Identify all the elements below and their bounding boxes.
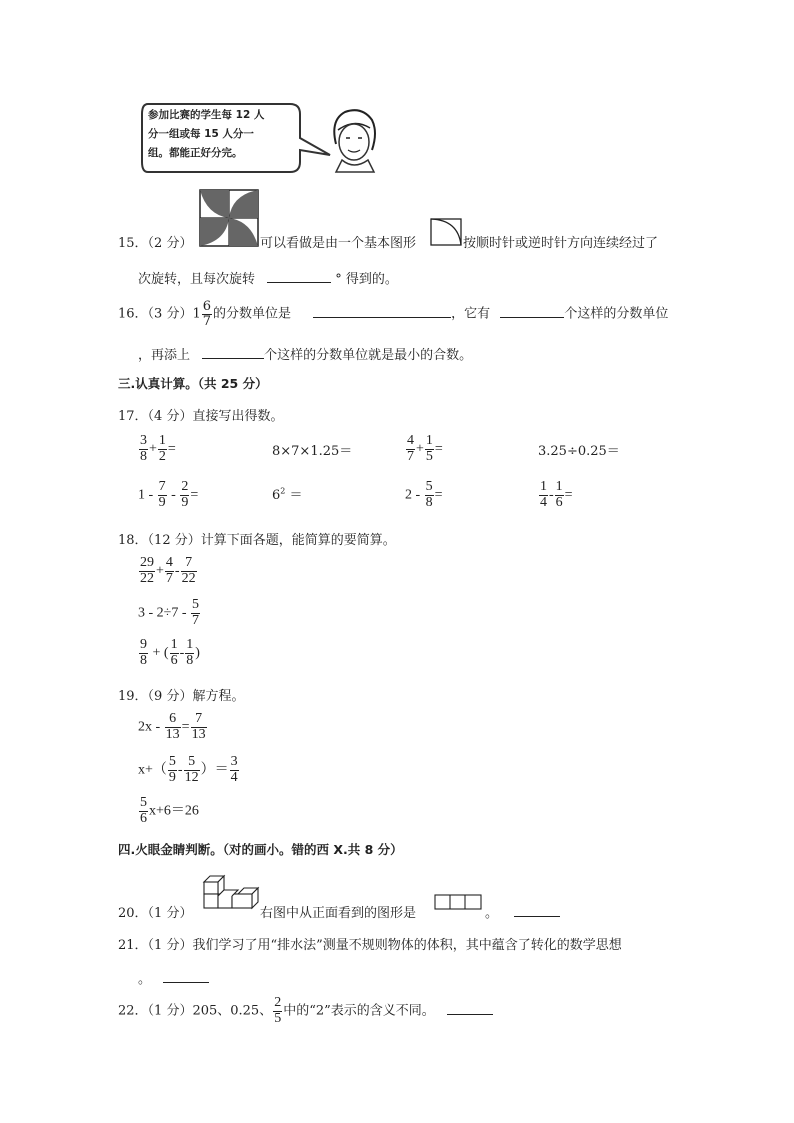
operator: ）＝: [200, 762, 229, 778]
question-16-line1: [118, 300, 668, 328]
q19-equation-1: [138, 712, 208, 742]
prefix: 2 -: [405, 487, 424, 503]
question-15-line2: [138, 268, 398, 287]
frac-numerator: 1: [555, 479, 563, 494]
question-21-line1: 21．（1 分）我们学习了用“排水法”测量不规则物体的体积，其中蕴含了转化的数学思想: [118, 938, 622, 953]
q18-expression-1: [138, 556, 198, 586]
q17-item-r1c1: [138, 434, 176, 464]
q17-item-r1c2: 8×7×1.25＝: [272, 444, 353, 459]
equals: ＝: [285, 488, 303, 503]
bubble-line: 组。都能正好分完。: [148, 147, 243, 159]
equals: =: [167, 441, 176, 457]
q20-period: 。: [485, 906, 499, 921]
frac-denominator: 9: [168, 769, 176, 785]
frac-numerator: 1: [170, 637, 178, 652]
answer-blank[interactable]: [267, 269, 331, 283]
question-18-title: 18．（12 分）计算下面各题，能简算的要简算。: [118, 533, 396, 548]
frac-numerator: 7: [158, 479, 166, 494]
frac-denominator: 6: [555, 494, 563, 510]
frac-denominator: 5: [274, 1010, 282, 1026]
q18-expression-3: [138, 638, 200, 668]
frac-denominator: 7: [407, 448, 414, 464]
frac-denominator: 4: [230, 769, 238, 785]
frac-denominator: 9: [181, 494, 189, 510]
bubble-line: 参加比赛的学生每 12 人: [148, 109, 265, 121]
q16-text: 个这样的分数单位: [564, 306, 669, 322]
frac-denominator: 13: [191, 726, 206, 742]
q16-text: ，再添上: [138, 348, 191, 363]
q16-text: 个这样的分数单位就是最小的合数。: [264, 348, 473, 363]
frac-denominator: 7: [202, 313, 212, 329]
front-view-figure: [434, 893, 482, 915]
mixed-whole: 1: [192, 306, 201, 322]
question-17-title: 17．（4 分）直接写出得数。: [118, 409, 284, 424]
section-4-title: 四.火眼金睛判断。（对的画小。错的西 X.共 8 分）: [118, 842, 403, 857]
equals: =: [434, 441, 443, 457]
frac-denominator: 9: [158, 494, 166, 510]
frac-denominator: 22: [181, 570, 196, 586]
q17-item-r1c4: 3.25÷0.25＝: [538, 444, 620, 459]
frac-numerator: 5: [140, 795, 147, 810]
frac-denominator: 2: [158, 448, 166, 464]
operator: -: [177, 762, 183, 778]
frac-numerator: 5: [192, 597, 200, 612]
frac-numerator: 6: [165, 712, 181, 728]
frac-numerator: 9: [140, 637, 147, 652]
frac-numerator: 5: [184, 755, 200, 771]
question-15-line1: [118, 232, 192, 251]
operator: +: [156, 563, 164, 579]
frac-numerator: 1: [540, 479, 547, 494]
prefix: 1 -: [138, 487, 157, 503]
frac-numerator: 1: [158, 433, 166, 448]
power-exponent: 2: [280, 486, 286, 496]
frac-numerator: 2: [274, 995, 282, 1010]
q17-item-r2c1: [138, 480, 198, 510]
q20-text: 右图中从正面看到的图形是: [260, 906, 417, 921]
frac-numerator: 5: [168, 754, 176, 769]
q15-text-part4: ° 得到的。: [335, 272, 398, 287]
frac-denominator: 13: [165, 726, 180, 742]
frac-denominator: 8: [425, 494, 433, 510]
equals: =: [190, 487, 199, 503]
answer-blank[interactable]: [514, 903, 560, 917]
frac-denominator: 7: [165, 570, 173, 586]
operator: -: [179, 645, 185, 661]
answer-blank[interactable]: [163, 969, 209, 983]
q17-item-r2c2: [272, 484, 303, 503]
bubble-line: 分一组或每 15 人分一: [148, 128, 254, 140]
operator: +: [416, 441, 424, 457]
question-number: 16．（3 分）: [118, 306, 193, 322]
operator: + (: [149, 645, 169, 661]
frac-denominator: 5: [425, 448, 433, 464]
frac-numerator: 3: [140, 433, 147, 448]
q15-text-part: 可以看做是由一个基本图形: [260, 236, 417, 251]
frac-numerator: 6: [202, 299, 212, 314]
operator: -: [549, 487, 554, 503]
answer-blank[interactable]: [500, 304, 564, 318]
suffix: x+6＝26: [149, 803, 199, 819]
frac-numerator: 7: [191, 712, 207, 728]
q19-equation-2: [138, 755, 240, 785]
equals: =: [181, 719, 190, 735]
question-20-number: 20．（1 分）: [118, 906, 193, 921]
operator: -: [167, 487, 180, 503]
prefix: 3 - 2÷7 -: [138, 605, 191, 621]
q21-period: 。: [138, 972, 152, 987]
q22-text: 中的“2”表示的含义不同。: [283, 1003, 435, 1019]
operator: +: [149, 441, 157, 457]
q20-end: [485, 902, 560, 921]
q17-item-r2c4: [538, 480, 573, 510]
cube-stack-figure: [202, 874, 260, 914]
q18-expression-2: [138, 598, 201, 628]
equals: =: [434, 487, 443, 503]
pinwheel-figure: [199, 189, 259, 251]
frac-numerator: 1: [425, 433, 433, 448]
frac-denominator: 7: [192, 612, 200, 628]
q19-equation-3: [138, 796, 199, 826]
answer-blank[interactable]: [202, 345, 264, 359]
question-19-title: 19．（9 分）解方程。: [118, 689, 245, 704]
q17-item-r1c3: [405, 434, 443, 464]
q15-text-part2: 按顺时针或逆时针方向连续经过了: [463, 236, 659, 251]
section-3-title: 三.认真计算。（共 25 分）: [118, 376, 268, 391]
frac-denominator: 12: [184, 769, 199, 785]
frac-numerator: 4: [407, 433, 414, 448]
frac-denominator: 8: [140, 652, 147, 668]
prefix: 2x -: [138, 719, 164, 735]
frac-denominator: 6: [140, 810, 147, 826]
prefix: x+（: [138, 762, 167, 778]
question-number: 15．（2 分）: [118, 236, 193, 251]
q22-prefix: 22．（1 分）205、0.25、: [118, 1003, 273, 1019]
frac-numerator: 3: [230, 754, 238, 769]
answer-blank[interactable]: [313, 304, 451, 318]
frac-denominator: 6: [170, 652, 178, 668]
frac-numerator: 2: [181, 479, 189, 494]
question-22: [118, 996, 493, 1026]
power-base: 6: [272, 488, 281, 503]
frac-denominator: 8: [140, 448, 147, 464]
frac-denominator: 4: [540, 494, 547, 510]
frac-numerator: 5: [425, 479, 433, 494]
answer-blank[interactable]: [447, 1001, 493, 1015]
frac-numerator: 1: [186, 637, 194, 652]
question-15-text: [260, 232, 416, 251]
frac-denominator: 8: [186, 652, 194, 668]
equals: =: [564, 487, 573, 503]
q16-text: ，它有: [451, 306, 491, 322]
frac-numerator: 29: [140, 555, 154, 570]
q17-item-r2c3: [405, 480, 443, 510]
q15-text-part3: 次旋转，且每次旋转: [138, 272, 256, 287]
operator: -: [174, 563, 180, 579]
closing-paren: ): [195, 645, 200, 661]
question-21-line2: [138, 968, 209, 987]
frac-denominator: 22: [140, 570, 154, 586]
frac-numerator: 7: [181, 556, 197, 572]
question-16-line2: [138, 344, 472, 363]
speech-illustration: [140, 100, 380, 175]
q16-text: 的分数单位是: [213, 306, 292, 322]
basic-shape-figure: [430, 218, 462, 250]
frac-numerator: 4: [165, 555, 173, 570]
